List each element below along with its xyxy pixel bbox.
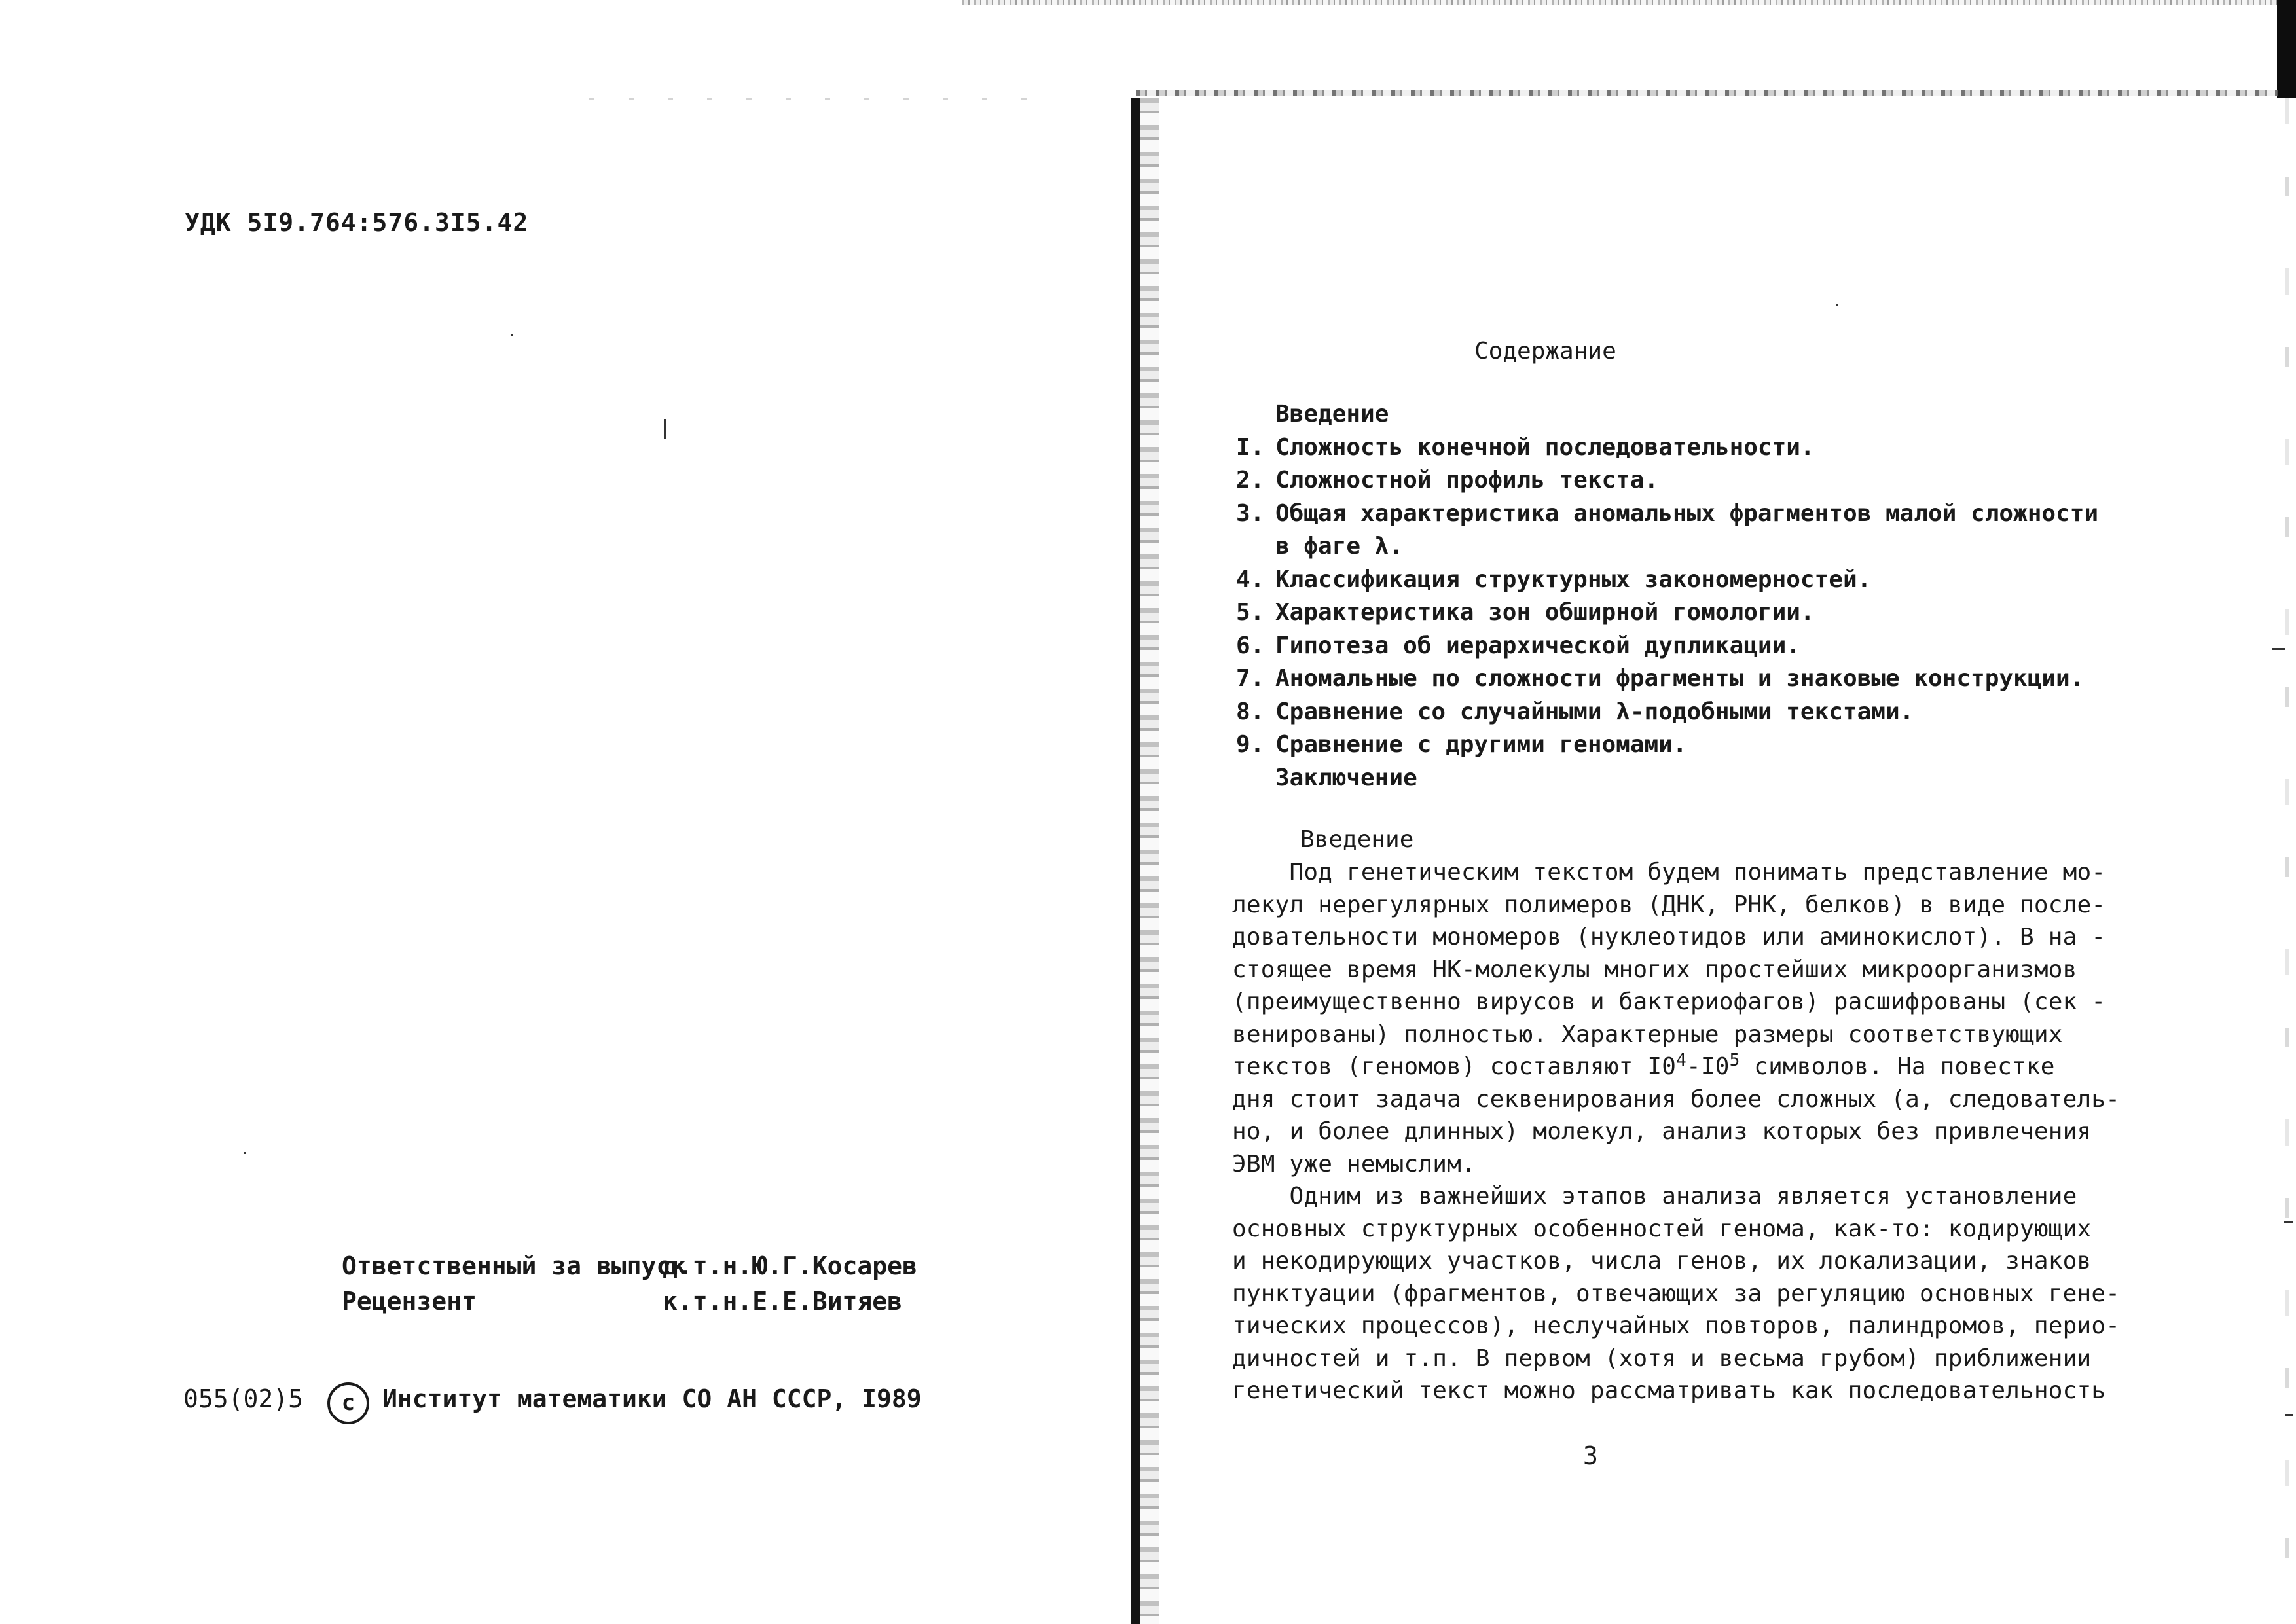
paragraph-line: лекул нерегулярных полимеров (ДНК, РНК, белков) в виде после- — [1232, 892, 2106, 918]
book-spine — [1131, 98, 1140, 1624]
toc-item-number: 2. — [1236, 467, 1265, 494]
toc-item-text: Классификация структурных закономерностей. — [1275, 566, 1872, 593]
toc-item-text: Характеристика зон обширной гомологии. — [1275, 599, 1815, 626]
toc-item-number: 7. — [1236, 665, 1265, 692]
toc-item-number: 6. — [1236, 632, 1265, 659]
paragraph-line: дичностей и т.п. В первом (хотя и весьма грубом) приближении — [1232, 1345, 2092, 1372]
intro-heading: Введение — [1300, 826, 1414, 853]
reviewer-label: Рецензент — [342, 1287, 477, 1316]
scan-speck — [2285, 1414, 2293, 1416]
responsible-row — [342, 1252, 917, 1280]
paragraph-line: стоящее время НК-молекулы многих простейших микроорганизмов — [1232, 956, 2077, 983]
scan-spine-top-edge — [1136, 90, 2278, 96]
reviewer-row — [342, 1287, 902, 1316]
reviewer-name: к.т.н.Е.Е.Витяев — [663, 1287, 903, 1316]
paragraph-line: генетический текст можно рассматривать как последовательность — [1232, 1377, 2106, 1404]
toc-item-text: Заключение — [1275, 765, 1417, 791]
scan-speck — [511, 334, 513, 336]
paragraph-line: Одним из важнейших этапов анализа является установление — [1232, 1183, 2077, 1210]
toc-item-number: 9. — [1236, 731, 1265, 758]
scan-right-edge-thin — [2285, 98, 2289, 1624]
toc-item-number: I. — [1236, 434, 1265, 461]
paragraph-line: Под генетическим текстом будем понимать представление мо- — [1232, 859, 2106, 886]
paragraph-line: текстов (геномов) составляют $I0^4-I0^5$ символов. На повестке — [1232, 1051, 2055, 1080]
book-spine-shadow — [1140, 98, 1159, 1624]
toc-item-number: 8. — [1236, 698, 1265, 725]
paragraph-line: довательности мономеров (нуклеотидов или аминокислот). В на - — [1232, 924, 2106, 950]
paragraph-line: тических процессов), неслучайных повторов, палиндромов, перио- — [1232, 1312, 2121, 1339]
paragraph-line: дня стоит задача секвенирования более сложных (а, следователь- — [1232, 1086, 2121, 1113]
responsible-name: д.т.н.Ю.Г.Косарев — [663, 1252, 917, 1280]
scan-speck — [244, 1152, 246, 1154]
toc-item-text: Общая характеристика аномальных фрагментов малой сложности — [1275, 500, 2099, 527]
copyright-icon: c — [327, 1382, 369, 1424]
paragraph-line: и некодирующих участков, числа генов, их локализации, знаков — [1232, 1248, 2092, 1274]
responsible-label: Ответственный за выпуск — [342, 1252, 687, 1280]
scan-speck — [664, 419, 666, 439]
scan-speck — [1836, 304, 1838, 306]
paragraph-line: ЭВМ уже немыслим. — [1232, 1151, 1476, 1178]
paragraph-line: основных структурных особенностей генома, как-то: кодирующих — [1232, 1216, 2092, 1242]
scan-top-noise — [962, 0, 2296, 5]
toc-item-text: Сложность конечной последовательности. — [1275, 434, 1815, 461]
scan-speck — [2272, 648, 2285, 650]
toc-item-number: 4. — [1236, 566, 1265, 593]
toc-item-text: Сравнение с другими геномами. — [1275, 731, 1687, 758]
page-number: 3 — [1583, 1441, 1598, 1470]
scan-left-dots — [589, 98, 1034, 100]
toc-item-text: Аномальные по сложности фрагменты и знаковые конструкции. — [1275, 665, 2085, 692]
publication-code: 055(02)5 — [183, 1384, 304, 1413]
toc-item-text: Введение — [1275, 401, 1389, 427]
paragraph-line: (преимущественно вирусов и бактериофагов) расшифрованы (сек - — [1232, 988, 2106, 1015]
toc-item-text: Сложностной профиль текста. — [1275, 467, 1659, 494]
toc-item-number: 3. — [1236, 500, 1265, 527]
paragraph-line: но, и более длинных) молекул, анализ которых без привлечения — [1232, 1118, 2092, 1145]
toc-item-number: 5. — [1236, 599, 1265, 626]
paragraph-line: пунктуации (фрагментов, отвечающих за регуляцию основных гене- — [1232, 1280, 2121, 1307]
scan-speck — [2284, 1221, 2293, 1223]
toc-item-text: в фаге λ. — [1275, 533, 1404, 560]
toc-item-text: Сравнение со случайными λ-подобными текстами. — [1275, 698, 1914, 725]
institute-line: Институт математики СО АН СССР, I989 — [382, 1384, 922, 1413]
scan-right-edge — [2277, 0, 2296, 98]
paragraph-line: венированы) полностью. Характерные размеры соответствующих — [1232, 1021, 2063, 1048]
udk-code: УДК 5I9.764:576.3I5.42 — [185, 208, 529, 237]
contents-title: Содержание — [1474, 338, 1616, 365]
toc-item-text: Гипотеза об иерархической дупликации. — [1275, 632, 1800, 659]
